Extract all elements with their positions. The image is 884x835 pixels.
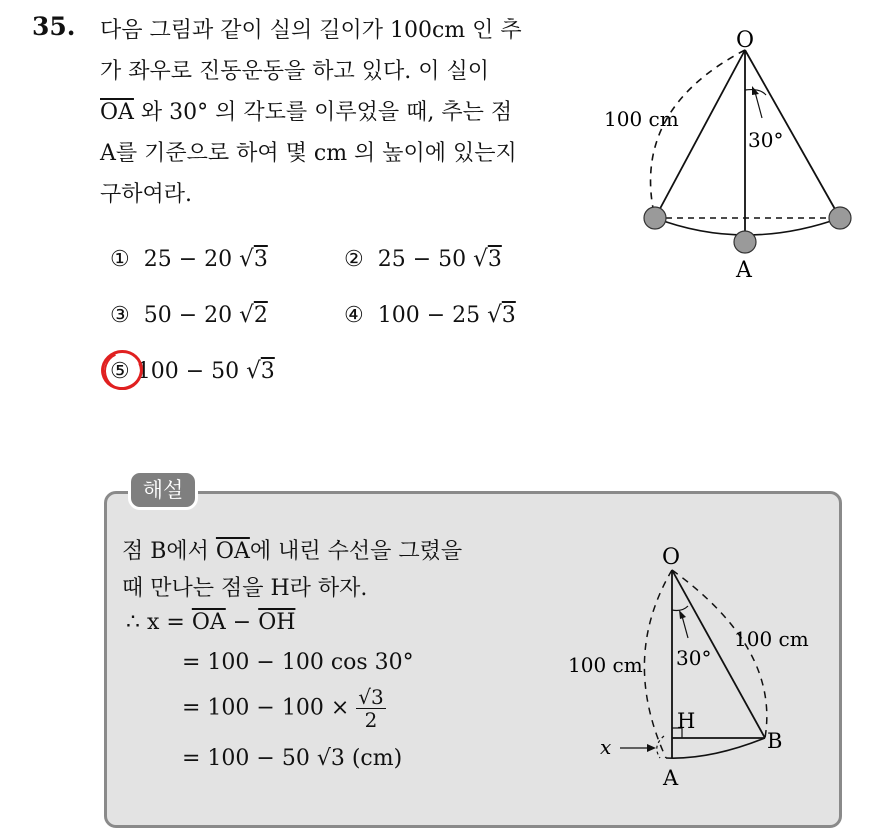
label-b: B: [767, 729, 783, 753]
angle-label: 30°: [748, 128, 784, 152]
angle-arrow: [755, 92, 762, 118]
angle-arc-2: [672, 606, 688, 611]
question-line: 가 좌우로 진동운동을 하고 있다. 이 실이: [100, 59, 489, 84]
solution-line-1: 점 B에서 $\overline{OA}$에 내린 수선을 그렸을: [122, 539, 463, 564]
solution-line-5: = 100 − 100 × $\frac{√3}{2}$: [182, 685, 384, 732]
angle-arrow-2: [682, 616, 688, 638]
question-line: A를 기준으로 하여 몇 cm 의 높이에 있는지: [100, 141, 517, 166]
angle-label-2: 30°: [676, 646, 712, 670]
solution-line-4: = 100 − 100 cos 30°: [182, 650, 414, 675]
choice-3[interactable]: ③ 50 − 20 √2: [110, 302, 268, 328]
solution-figure: [560, 538, 835, 800]
left-length-label: 100 cm: [568, 653, 643, 677]
bob-right: [829, 207, 851, 229]
choice-4[interactable]: ④ 100 − 25 √3: [344, 302, 516, 328]
string-left: [655, 50, 745, 218]
bob-center: [734, 231, 756, 253]
pendulum-figure: [590, 20, 870, 290]
arc-ab: [666, 738, 765, 758]
label-h: H: [677, 709, 696, 733]
label-o: O: [736, 28, 755, 53]
answer-circle-stroke: [99, 347, 148, 396]
arrowhead-2: [679, 610, 686, 619]
solution-tag: 해설: [128, 470, 198, 510]
fraction: $\frac{√3}{2}$: [358, 685, 384, 732]
question-line: 구하여라.: [100, 182, 193, 207]
solution-line-6: = 100 − 50 √3 (cm): [182, 746, 403, 771]
question-text: [100, 10, 590, 215]
choice-2[interactable]: ② 25 − 50 √3: [344, 246, 502, 272]
x-arrowhead: [647, 744, 656, 752]
choice-1[interactable]: ① 25 − 20 √3: [110, 246, 268, 272]
question-line: $\overline{OA}$ 와 30° 의 각도를 이루었을 때, 추는 점: [100, 100, 513, 125]
question-number: 35.: [32, 12, 76, 41]
question-line: 다음 그림과 같이 실의 길이가 100cm 인 추: [100, 18, 522, 43]
right-length-label: 100 cm: [734, 627, 809, 651]
dashed-arc-left: [644, 570, 672, 758]
label-a-2: A: [663, 766, 679, 790]
choice-5[interactable]: ⑤ 100 − 50 √3: [110, 358, 275, 384]
bob-left: [644, 207, 666, 229]
label-x: x: [600, 735, 612, 759]
segment-oa: $\overline{OA}$: [100, 100, 134, 125]
label-a: A: [736, 258, 752, 283]
solution-line-2: 때 만나는 점을 H라 하자.: [122, 576, 368, 601]
label-o-2: O: [662, 545, 681, 570]
solution-line-3: ∴ $x = \overline{OA} - \overline{OH}$: [126, 610, 296, 635]
length-label: 100 cm: [604, 107, 679, 131]
